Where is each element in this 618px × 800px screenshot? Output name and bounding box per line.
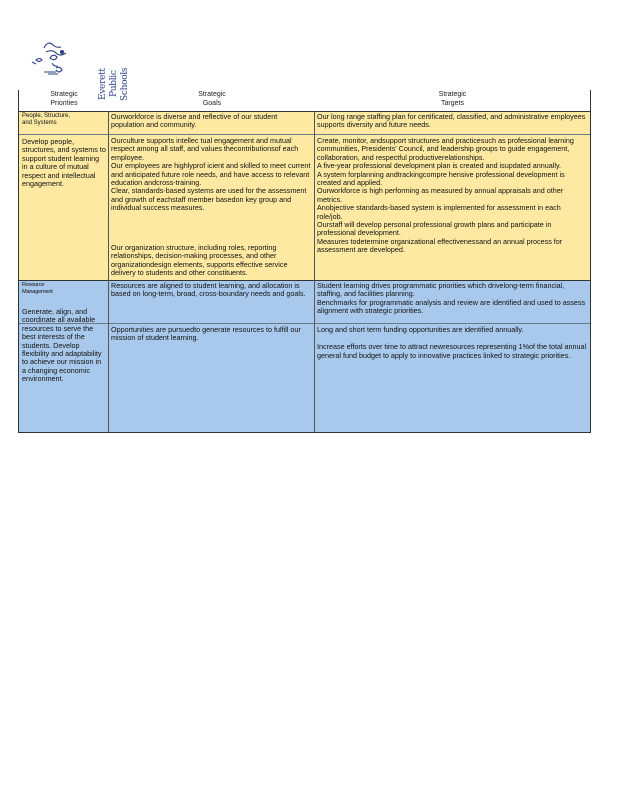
column-divider (314, 111, 315, 432)
target-item: Increase efforts over time to attract newresources representing 1%of the total annual general fund budget to apply to innovative practices linked to strategic priorities. (317, 342, 587, 360)
school-logo-icon (26, 28, 76, 86)
target-item: Ourworkforce is high performing as measured by annual appraisals and other metrics. (317, 186, 564, 204)
goal-item: Ourculture supports intellec tual engagement and mutual respect among all staff, and values thecontributionsof each employee. (111, 136, 299, 162)
targets-generate-resources (317, 326, 587, 360)
header-priorities: Strategic Priorities (50, 91, 78, 107)
strategic-plan-table (18, 90, 591, 433)
target-item: Student learning drives programmatic priorities which drivelong-term financial, staffing, and facilities planning. (317, 281, 565, 299)
target-item: A five-year professional development plan is created and isupdated annually. (317, 161, 561, 171)
goal-workforce-diversity: Ourworkforce is diverse and reflective of our student population and community. (111, 112, 278, 130)
target-item: Create, monitor, andsupport structures and practicesuch as professional learning communities, Presidents' Council, and leadership groups to guide engagement, collaboration, and respectful productiverelationships. (317, 136, 574, 162)
goal-item: Our employees are highlyprof icient and skilled to meet current and anticipated future role needs, and have access to relevant education andcross-training. (111, 161, 311, 188)
priority-resource-title: Resource Management (22, 282, 53, 295)
column-divider (108, 111, 109, 432)
priority-resource-description: Generate, align, and coordinate all available resources to serve the best interests of the students. Develop flexibility and adaptability to achieve our mission in a changing economic environment. (22, 307, 102, 384)
target-item: Measures todetermine organizational effectivenessand an annual process for assessment are developed. (317, 236, 563, 255)
goals-people-list (111, 137, 311, 213)
header-goals: Strategic Goals (198, 91, 226, 107)
targets-people-list (317, 137, 587, 255)
target-item: Ourstaff will develop personal professional growth plans and participate in professional development. (317, 220, 552, 238)
goal-generate-resources: Opportunities are pursuedto generate resources to fulfill our mission of student learning. (111, 325, 301, 343)
goal-item: Clear, standards-based systems are used for the assessment and growth of eachstaff member basedon key group and individual success measures. (111, 186, 307, 213)
target-item: Long and short term funding opportunities are identified annually. (317, 325, 524, 334)
priority-people-title: People, Structure, and Systems (22, 113, 71, 126)
header-targets: Strategic Targets (438, 91, 467, 107)
row-divider (19, 134, 590, 135)
target-item: A system forplanning andtrackingcompre hensive professional development is created and applied. (317, 169, 565, 188)
table-bottom-border (19, 432, 590, 433)
goal-organization-structure: Our organization structure, including roles, reporting relationships, decision-making processes, and other organizationdesign elements, supports effective service delivery to students and other constituents. (111, 243, 288, 278)
priority-people-description: Develop people, structures, and systems to support student learning in a culture of mutual respect and intellectual engagement. (22, 137, 106, 189)
goal-resource-alignment: Resources are aligned to student learning, and allocation is based on long-term, broad, cross-boundary needs and goals. (111, 281, 306, 299)
school-logo-text: Everett Public Schools (98, 67, 130, 101)
target-staffing-plan: Our long range staffing plan for certificated, classified, and administrative employees supports diversity and future needs. (317, 112, 586, 130)
targets-resource-alignment (317, 282, 587, 316)
target-item: Benchmarks for programmatic analysis and review are identified and used to assess alignment with strategic priorities. (317, 297, 586, 316)
target-item: Anobjective standards-based system is implemented for assessment in each role/job. (317, 203, 561, 221)
